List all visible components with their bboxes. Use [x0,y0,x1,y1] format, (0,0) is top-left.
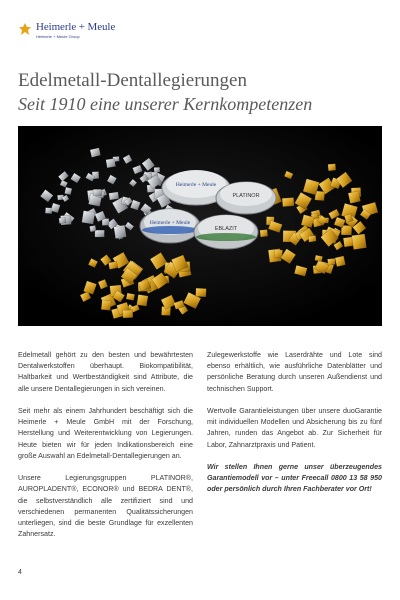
gold-piece [335,256,346,267]
body-paragraph: Edelmetall gehört zu den besten und bewährtesten Dentalwerkstoffen überhaupt. Biokompatibilität, Haltbarkeit und Wertbeständigkeit sind Attribute, die alle unsere Dentallegierungen in sich vereinen. [18,351,193,393]
body-paragraph: Unsere Legierungsgruppen PLATINOR®, AUROPLADENT®, ECONOR® und BEDRA DENT®, die selbstverständlich alle zertifiziert sind und verschiedenen permanenten Qualitätssicherungen unterliegen, sind die beste Grundlage für exzellenten Zahnersatz. [18,474,193,539]
wire-spool [216,182,276,214]
page-number: 4 [18,569,22,576]
gold-piece [282,198,294,207]
gold-piece [123,310,133,318]
gold-piece [196,288,207,297]
brand-group: Heimerle + Meule Group [36,34,80,39]
spool-label: Heimerle + Meule [175,182,217,188]
gold-piece [328,164,336,171]
wire-spool [194,215,258,249]
silver-piece [154,167,160,172]
spool-label: PLATINOR [232,193,260,199]
gold-piece [352,234,367,250]
page-subtitle: Seit 1910 eine unserer Kernkompetenzen [18,94,313,114]
gold-piece [308,235,316,242]
silver-piece [65,187,73,195]
spool-label: EBLAZIT [214,226,238,232]
gold-piece [137,294,148,306]
spool-label: Heimerle + Meule [149,220,191,226]
silver-piece [93,189,101,195]
gold-piece [108,261,117,269]
body-paragraph: Wertvolle Garantieleistungen über unsere duoGarantie mit individuellen Modellen und Absicherung bis zu fünf Jahren, runden das Angebot ab. Zur Sicherheit für Labor, Zahnarztpraxis und Patient. [207,407,382,449]
silver-piece [106,158,116,167]
page-title: Edelmetall-Dentallegierungen [18,70,247,91]
contact-callout: Wir stellen Ihnen gerne unser überzeugendes Garantiemodell vor – unter Freecall 0800 13 58 950 oder persönlich durch Ihren Fachberater vor Ort! [207,463,382,494]
silver-piece [114,225,127,238]
wire-spool [140,209,200,243]
gold-piece [260,230,268,237]
gold-piece [101,300,111,311]
gold-piece [327,258,335,265]
gold-piece [348,191,361,204]
body-column-right [207,350,382,507]
logo-mark-icon [18,22,32,36]
product-photo [18,126,382,326]
silver-piece [95,230,105,237]
silver-piece [82,211,95,225]
body-column-left [18,350,193,552]
gold-piece [315,255,323,262]
silver-piece [59,217,66,223]
silver-piece [109,192,119,200]
body-paragraph: Seit mehr als einem Jahrhundert beschäftigt sich die Heimerle + Meule GmbH mit der Forschung, Herstellung und Weiterentwicklung von Legierungen. Heute bieten wir für jeden Indikationsbereich eine große Auswahl an Edelmetall-Dentallegierungen an. [18,407,193,460]
brand-name: Heimerle + Meule [36,21,116,33]
gold-piece [126,293,135,301]
alloy-product-illustration [18,126,382,326]
silver-piece [90,225,97,231]
body-paragraph: Zulegewerkstoffe wie Laserdrähte und Lote sind ebenso erhältlich, wie ausführliche Datenblätter und persönliche Beratung durch unseren Außendienst und technischen Support. [207,351,382,393]
